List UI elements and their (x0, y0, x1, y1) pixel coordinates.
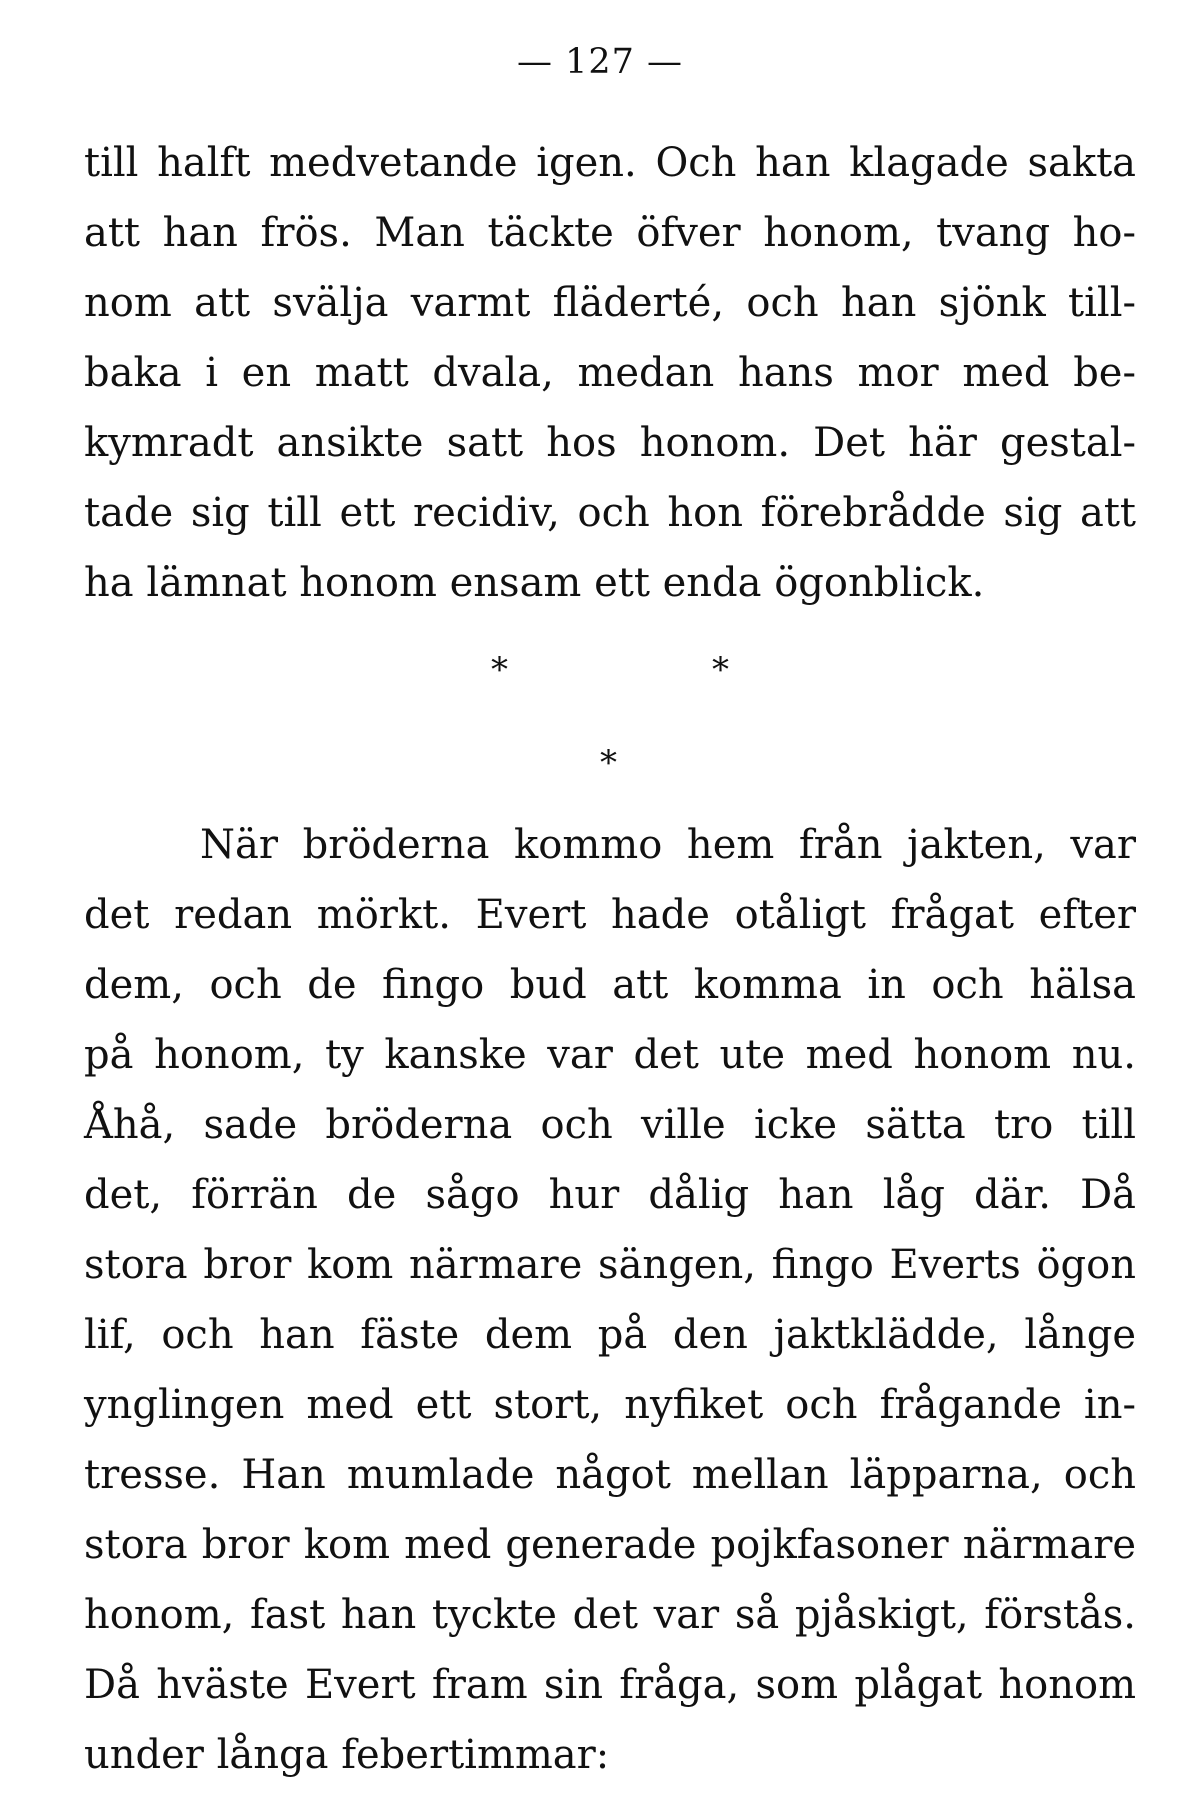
asterism-star-center: * (600, 743, 617, 783)
text-line: det redan mörkt. Evert hade otåligt frågat efter (84, 892, 1136, 938)
text-line: att han frös. Man täckte öfver honom, tvang ho- (84, 210, 1136, 256)
text-line: ynglingen med ett stort, nyfiket och frågande in- (84, 1382, 1136, 1428)
text-line: Då hväste Evert fram sin fråga, som plågat honom (84, 1662, 1136, 1708)
text-line: När bröderna kommo hem från jakten, var (200, 822, 1136, 868)
text-line: stora bror kom närmare sängen, fingo Everts ögon (84, 1242, 1136, 1288)
text-line: det, förrän de sågo hur dålig han låg där. Då (84, 1172, 1136, 1218)
paragraph-2 (84, 810, 1136, 1790)
page-number: — 127 — (516, 42, 684, 82)
text-line: på honom, ty kanske var det ute med honom nu. (84, 1032, 1136, 1078)
text-line: dem, och de fingo bud att komma in och hälsa (84, 962, 1136, 1008)
text-line: Åhå, sade bröderna och ville icke sätta tro till (84, 1102, 1136, 1148)
text-line: honom, fast han tyckte det var så pjåskigt, förstås. (84, 1592, 1136, 1638)
text-line: ha lämnat honom ensam ett enda ögonblick. (84, 560, 985, 606)
text-line: under långa febertimmar: (84, 1732, 610, 1778)
text-line: baka i en matt dvala, medan hans mor med be- (84, 350, 1136, 396)
asterism-star-right: * (712, 650, 729, 690)
text-line: lif, och han fäste dem på den jaktklädde, långe (84, 1312, 1136, 1358)
text-line: till halft medvetande igen. Och han klagade sakta (84, 140, 1136, 186)
text-line: kymradt ansikte satt hos honom. Det här gestal- (84, 420, 1136, 466)
text-line: tresse. Han mumlade något mellan läpparna, och (84, 1452, 1136, 1498)
paragraph-1 (84, 128, 1136, 618)
text-line: nom att svälja varmt fläderté, och han sjönk till- (84, 280, 1136, 326)
text-line: stora bror kom med generade pojkfasoner närmare (84, 1522, 1136, 1568)
asterism-star-left: * (491, 650, 508, 690)
text-line: tade sig till ett recidiv, och hon förebrådde sig att (84, 490, 1136, 536)
